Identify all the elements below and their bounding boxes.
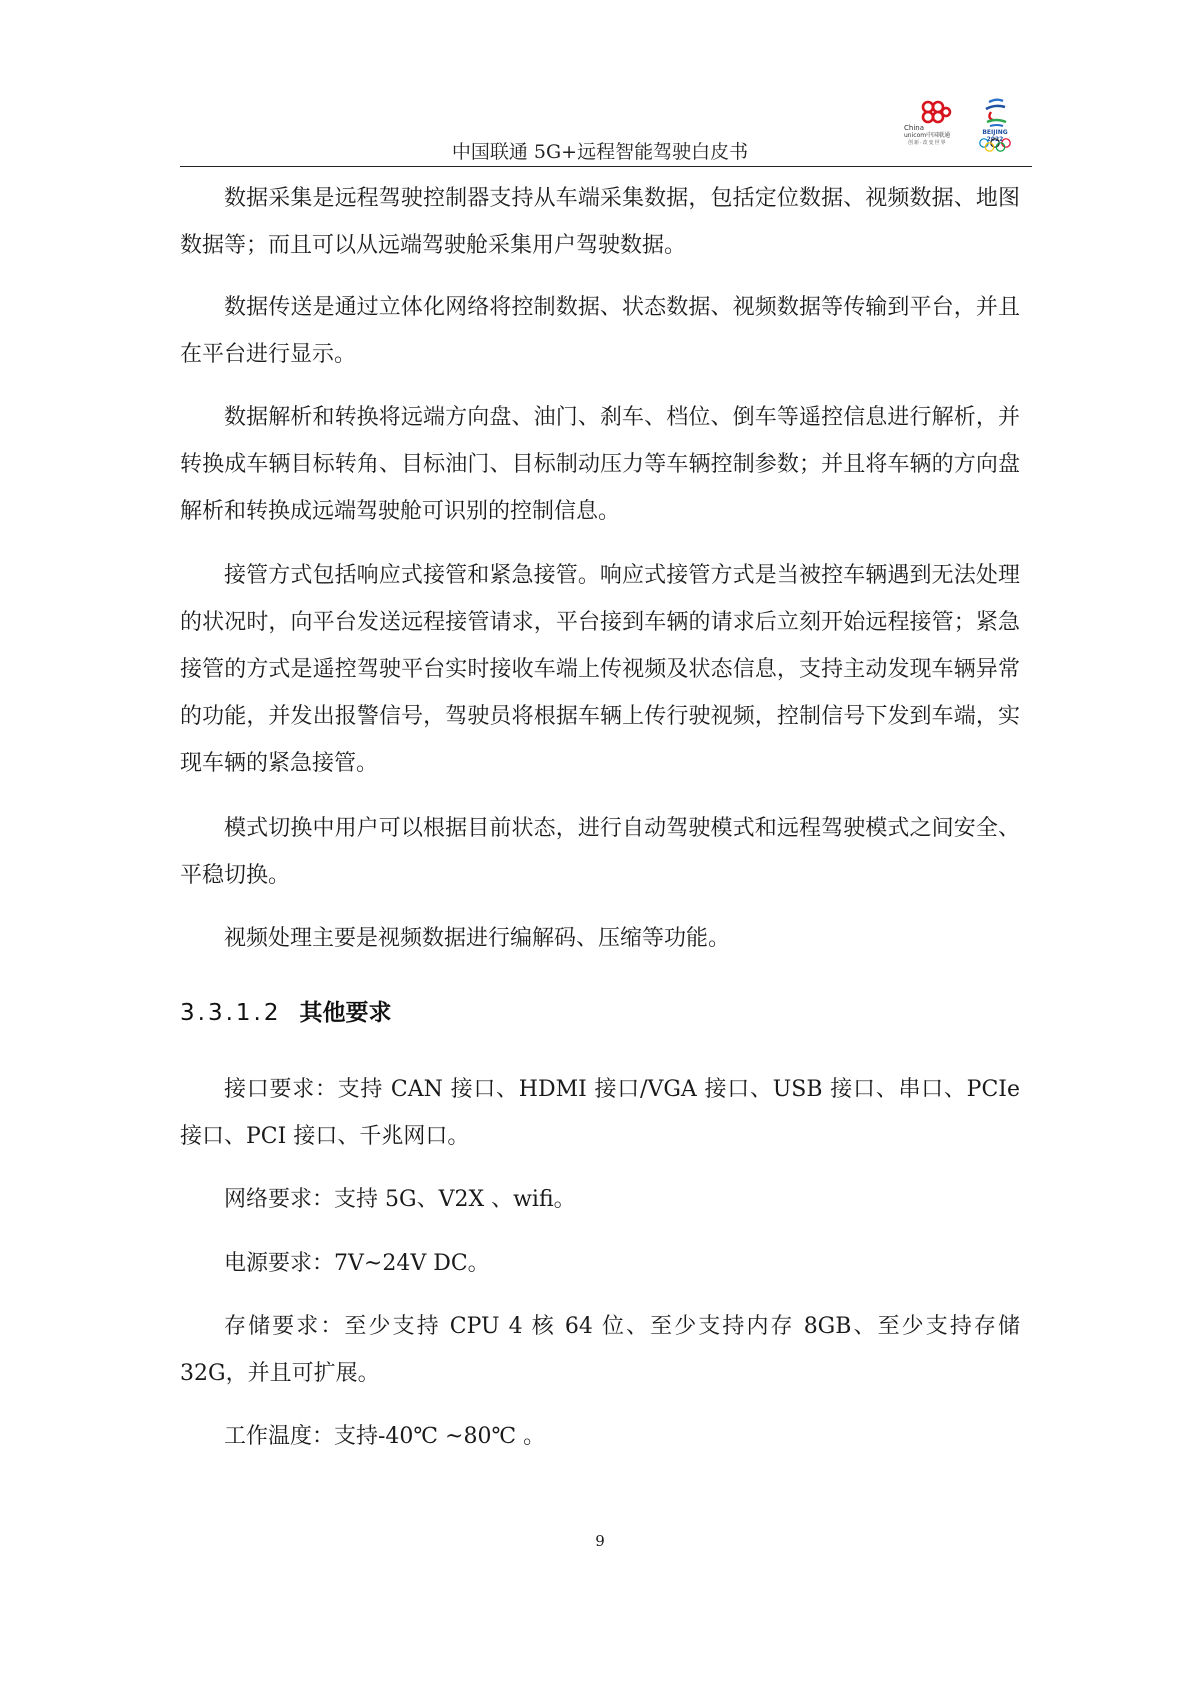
requirement-temperature: 工作温度：支持-40℃ ~80℃ 。: [224, 1424, 546, 1449]
section-heading: [180, 997, 391, 1029]
section-title: 其他要求: [299, 1000, 392, 1026]
unicom-knot-icon: [918, 100, 954, 126]
unicom-logo-line1: China: [904, 124, 924, 132]
header-divider: [180, 166, 1032, 167]
unicom-logo-line3: 创新·改变世界: [908, 140, 947, 146]
paragraph-takeover-mode: 接管方式包括响应式接管和紧急接管。响应式接管方式是当被控车辆遇到无法处理的状况时，向平台发送远程接管请求，平台接到车辆的请求后立刻开始远程接管；紧急接管的方式是遥控驾驶平台实时接收车端上传视频及状态信息，支持主动发现车辆异常的功能，并发出报警信号，驾驶员将根据车辆上传行驶视频，控制信号下发到车端，实现车辆的紧急接管。: [180, 563, 1020, 776]
paragraph-data-parsing: 数据解析和转换将远端方向盘、油门、刹车、档位、倒车等遥控信息进行解析，并转换成车辆目标转角、目标油门、目标制动压力等车辆控制参数；并且将车辆的方向盘解析和转换成远端驾驶舱可识别的控制信息。: [180, 405, 1020, 524]
unicom-logo-line2: unicom中国联通: [904, 132, 951, 139]
document-title: 中国联通 5G+远程智能驾驶白皮书: [451, 141, 749, 163]
requirement-power: 电源要求：7V~24V DC。: [224, 1251, 490, 1276]
beijing-2022-emblem-icon: [981, 98, 1009, 128]
paragraph-video-processing: 视频处理主要是视频数据进行编解码、压缩等功能。: [224, 926, 731, 951]
paragraph-mode-switch: 模式切换中用户可以根据目前状态，进行自动驾驶模式和远程驾驶模式之间安全、平稳切换。: [180, 816, 1020, 888]
paragraph-data-transmission: 数据传送是通过立体化网络将控制数据、状态数据、视频数据等传输到平台，并且在平台进行显示。: [180, 295, 1020, 367]
page-number: 9: [595, 1532, 605, 1550]
requirement-storage: 存储要求：至少支持 CPU 4 核 64 位、至少支持内存 8GB、至少支持存储32G，并且可扩展。: [180, 1314, 1020, 1386]
beijing-2022-caption: BEIJING 2022: [982, 129, 1008, 143]
paragraph-data-collection: 数据采集是远程驾驶控制器支持从车端采集数据，包括定位数据、视频数据、地图数据等；而且可以从远端驾驶舱采集用户驾驶数据。: [180, 186, 1020, 258]
requirement-network: 网络要求：支持 5G、V2X 、wifi。: [224, 1187, 576, 1212]
section-number: 3.3.1.2: [180, 1000, 282, 1026]
requirement-interface: 接口要求：支持 CAN 接口、HDMI 接口/VGA 接口、USB 接口、串口、PCIe接口、PCI 接口、千兆网口。: [180, 1077, 1020, 1149]
